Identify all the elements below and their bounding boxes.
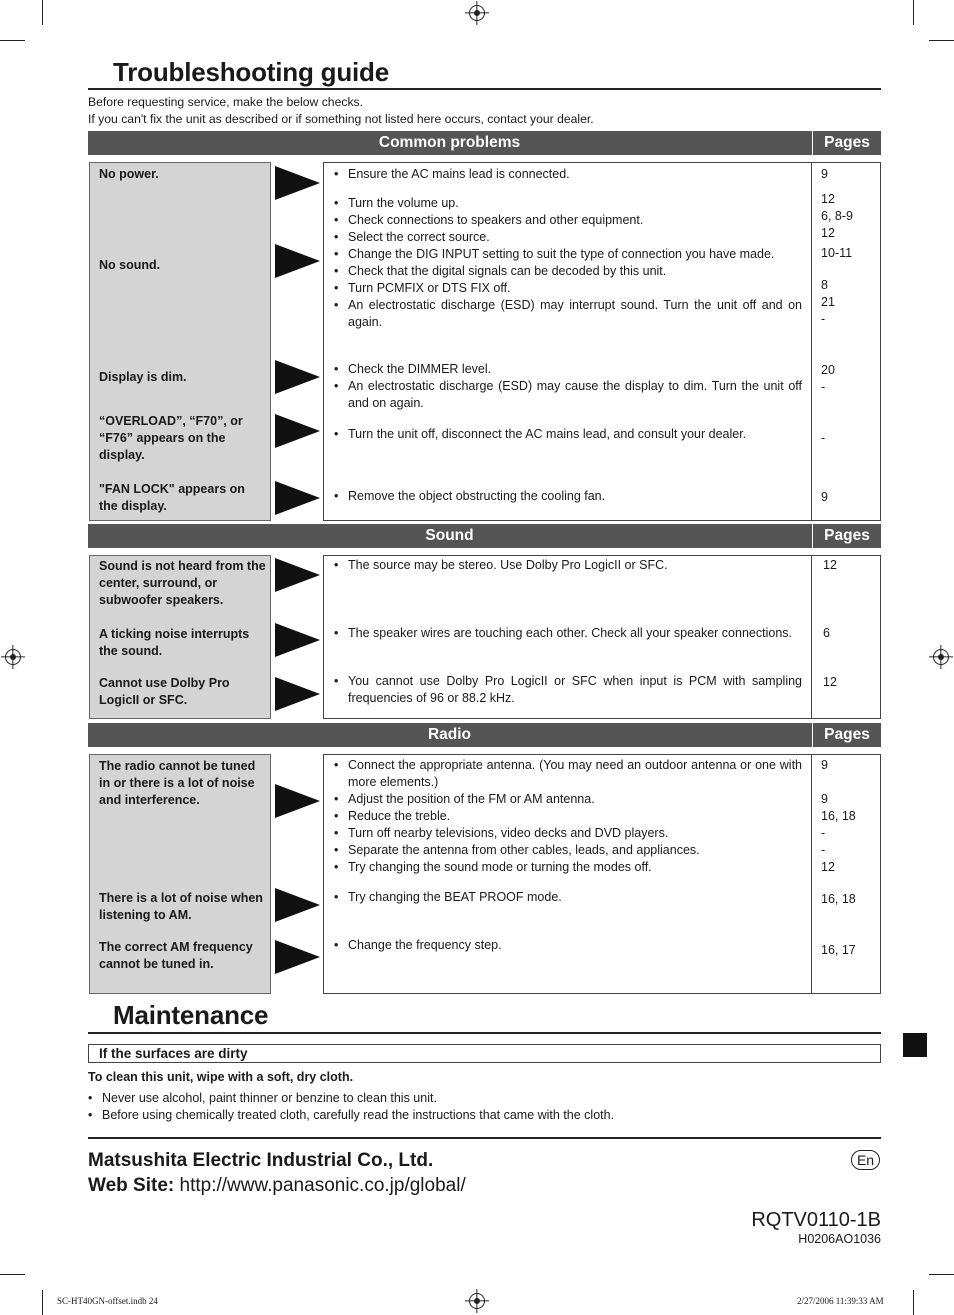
solution-item: • You cannot use Dolby Pro LogicII or SFC when input is PCM with sampling frequencies of 96 or 88.2 kHz.	[332, 673, 802, 707]
solution-item: • Turn the volume up.	[332, 195, 802, 212]
arrow-icon	[275, 677, 320, 711]
page-ref: 9	[821, 758, 828, 772]
sound-header	[88, 524, 881, 548]
crop-mark	[0, 1274, 25, 1275]
solution-item: • Try changing the BEAT PROOF mode.	[332, 889, 802, 906]
problem-no-power: No power.	[99, 167, 159, 181]
solutions-display-dim	[332, 361, 802, 412]
website	[88, 1175, 466, 1197]
problem-am-noise: There is a lot of noise when listening to AM.	[99, 891, 263, 922]
intro-line-1: Before requesting service, make the below checks.	[88, 95, 364, 109]
common-problems-title: Common problems	[378, 134, 521, 151]
arrow-icon	[275, 166, 320, 200]
solution-item: • The source may be stereo. Use Dolby Pro LogicII or SFC.	[332, 557, 802, 574]
footer-file-info: SC-HT40GN-offset.indb 24	[57, 1296, 158, 1306]
crop-mark	[42, 1290, 43, 1315]
solutions-no-sound	[332, 195, 802, 331]
problem-fan-lock: "FAN LOCK" appears on the display.	[99, 482, 245, 513]
arrow-icon	[275, 623, 320, 657]
page-ref: 8	[821, 278, 828, 292]
website-label: Web Site:	[88, 1175, 175, 1196]
page-title: Troubleshooting guide	[113, 57, 389, 87]
solution-item: • An electrostatic discharge (ESD) may cause the display to dim. Turn the unit off and on again.	[332, 378, 802, 412]
page-ref: 12	[821, 860, 835, 874]
pages-header: Pages	[812, 723, 881, 747]
footer-timestamp: 2/27/2006 11:39:33 AM	[797, 1296, 884, 1306]
page-ref: 10-11	[821, 246, 853, 260]
page-ref: 9	[821, 490, 828, 504]
solution-item: • Turn PCMFIX or DTS FIX off.	[332, 280, 802, 297]
arrow-icon	[275, 784, 320, 818]
arrow-icon	[275, 888, 320, 922]
solution-item: • Connect the appropriate antenna. (You may need an outdoor antenna or one with more elements.)	[332, 757, 802, 791]
problem-am-frequency: The correct AM frequency cannot be tuned in.	[99, 940, 253, 971]
arrow-icon	[275, 360, 320, 394]
solution-item: • Select the correct source.	[332, 229, 802, 246]
maintenance-item: • Never use alcohol, paint thinner or benzine to clean this unit.	[88, 1090, 614, 1107]
problem-no-sound: No sound.	[99, 258, 161, 272]
solutions-radio-2	[332, 889, 802, 906]
page-ref: 21	[821, 295, 835, 309]
page-ref: -	[821, 826, 826, 840]
registration-mark-icon	[5, 649, 21, 665]
solutions-sound-3	[332, 673, 802, 707]
page-ref: 20	[821, 363, 835, 377]
pages-header: Pages	[812, 131, 881, 155]
solutions-radio-1	[332, 757, 802, 876]
solutions-no-power	[332, 166, 802, 183]
page-ref: 9	[821, 792, 828, 806]
page-ref: -	[821, 380, 826, 394]
solution-item: • Remove the object obstructing the cooling fan.	[332, 488, 802, 505]
intro-line-2: If you can't fix the unit as described or if something not listed here occurs, contact your dealer.	[88, 112, 594, 126]
common-problems-header	[88, 131, 881, 155]
solution-item: • Reduce the treble.	[332, 808, 802, 825]
solution-item: • Ensure the AC mains lead is connected.	[332, 166, 802, 183]
page-ref: 16, 18	[821, 809, 856, 823]
title-rule	[88, 88, 881, 90]
solution-item: • Separate the antenna from other cables, leads, and appliances.	[332, 842, 802, 859]
problem-display-dim: Display is dim.	[99, 370, 187, 384]
problem-dolby: Cannot use Dolby Pro LogicII or SFC.	[99, 676, 230, 707]
solution-item: • Turn off nearby televisions, video decks and DVD players.	[332, 825, 802, 842]
arrow-icon	[275, 481, 320, 515]
crop-mark	[913, 1290, 914, 1315]
solution-item: • Try changing the sound mode or turning the modes off.	[332, 859, 802, 876]
sound-pages-box	[811, 555, 881, 719]
solution-item: • An electrostatic discharge (ESD) may interrupt sound. Turn the unit off and on again.	[332, 297, 802, 331]
registration-mark-icon	[933, 649, 949, 665]
company-name: Matsushita Electric Industrial Co., Ltd.	[88, 1150, 434, 1171]
solution-item: • The speaker wires are touching each other. Check all your speaker connections.	[332, 625, 802, 642]
registration-mark-icon	[469, 1293, 485, 1309]
solution-item: • Change the DIG INPUT setting to suit the type of connection you have made.	[332, 246, 802, 263]
page-ref: 6	[823, 626, 830, 640]
registration-mark-icon	[469, 5, 485, 21]
radio-title: Radio	[427, 726, 472, 743]
solution-item: • Turn the unit off, disconnect the AC mains lead, and consult your dealer.	[332, 426, 802, 443]
problem-overload: “OVERLOAD”, “F70”, or “F76” appears on the display.	[99, 414, 243, 462]
solution-item: • Adjust the position of the FM or AM antenna.	[332, 791, 802, 808]
problem-no-speaker-sound: Sound is not heard from the center, surround, or subwoofer speakers.	[99, 559, 266, 607]
print-code: H0206AO1036	[798, 1232, 881, 1246]
model-number: RQTV0110-1B	[751, 1209, 881, 1231]
sound-title: Sound	[425, 527, 474, 544]
page-ref: 6, 8-9	[821, 209, 853, 223]
page-ref: 12	[823, 675, 837, 689]
maintenance-title: Maintenance	[113, 1000, 269, 1030]
solutions-radio-3	[332, 937, 802, 954]
page-ref: -	[821, 431, 826, 445]
page-ref: 16, 17	[821, 943, 856, 957]
arrow-icon	[275, 244, 320, 278]
cleaning-instruction: To clean this unit, wipe with a soft, dry cloth.	[88, 1070, 354, 1084]
radio-header	[88, 723, 881, 747]
solution-item: • Check connections to speakers and other equipment.	[332, 212, 802, 229]
crop-mark	[913, 0, 914, 25]
page-ref: 12	[821, 226, 835, 240]
maintenance-item: • Before using chemically treated cloth, carefully read the instructions that came with the cloth.	[88, 1107, 614, 1124]
problem-radio-tuning: The radio cannot be tuned in or there is a lot of noise and interference.	[99, 759, 256, 807]
page-ref: 12	[821, 192, 835, 206]
common-problems-box	[89, 162, 271, 521]
footer-rule	[88, 1137, 881, 1139]
maintenance-bullets	[88, 1090, 614, 1124]
problem-ticking-noise: A ticking noise interrupts the sound.	[99, 627, 250, 658]
solution-item: • Change the frequency step.	[332, 937, 802, 954]
section-tab-marker	[903, 1033, 927, 1057]
maintenance-rule	[88, 1032, 881, 1034]
solutions-sound-2	[332, 625, 802, 642]
crop-mark	[42, 0, 43, 25]
crop-mark	[929, 1274, 954, 1275]
page-ref: 16, 18	[821, 892, 856, 906]
crop-mark	[929, 40, 954, 41]
page-ref: 12	[823, 558, 837, 572]
surfaces-dirty-header: If the surfaces are dirty	[88, 1044, 881, 1063]
pages-header: Pages	[812, 524, 881, 548]
solutions-sound-1	[332, 557, 802, 574]
solution-item: • Check the DIMMER level.	[332, 361, 802, 378]
solutions-fan-lock	[332, 488, 802, 505]
arrow-icon	[275, 414, 320, 448]
arrow-icon	[275, 940, 320, 974]
page-ref: -	[821, 312, 826, 326]
arrow-icon	[275, 558, 320, 592]
page-ref: -	[821, 843, 826, 857]
solutions-overload	[332, 426, 802, 443]
page-ref: 9	[821, 167, 828, 181]
website-url[interactable]: http://www.panasonic.co.jp/global/	[179, 1175, 466, 1196]
solution-item: • Check that the digital signals can be decoded by this unit.	[332, 263, 802, 280]
crop-mark	[0, 40, 25, 41]
language-badge: En	[851, 1150, 880, 1170]
